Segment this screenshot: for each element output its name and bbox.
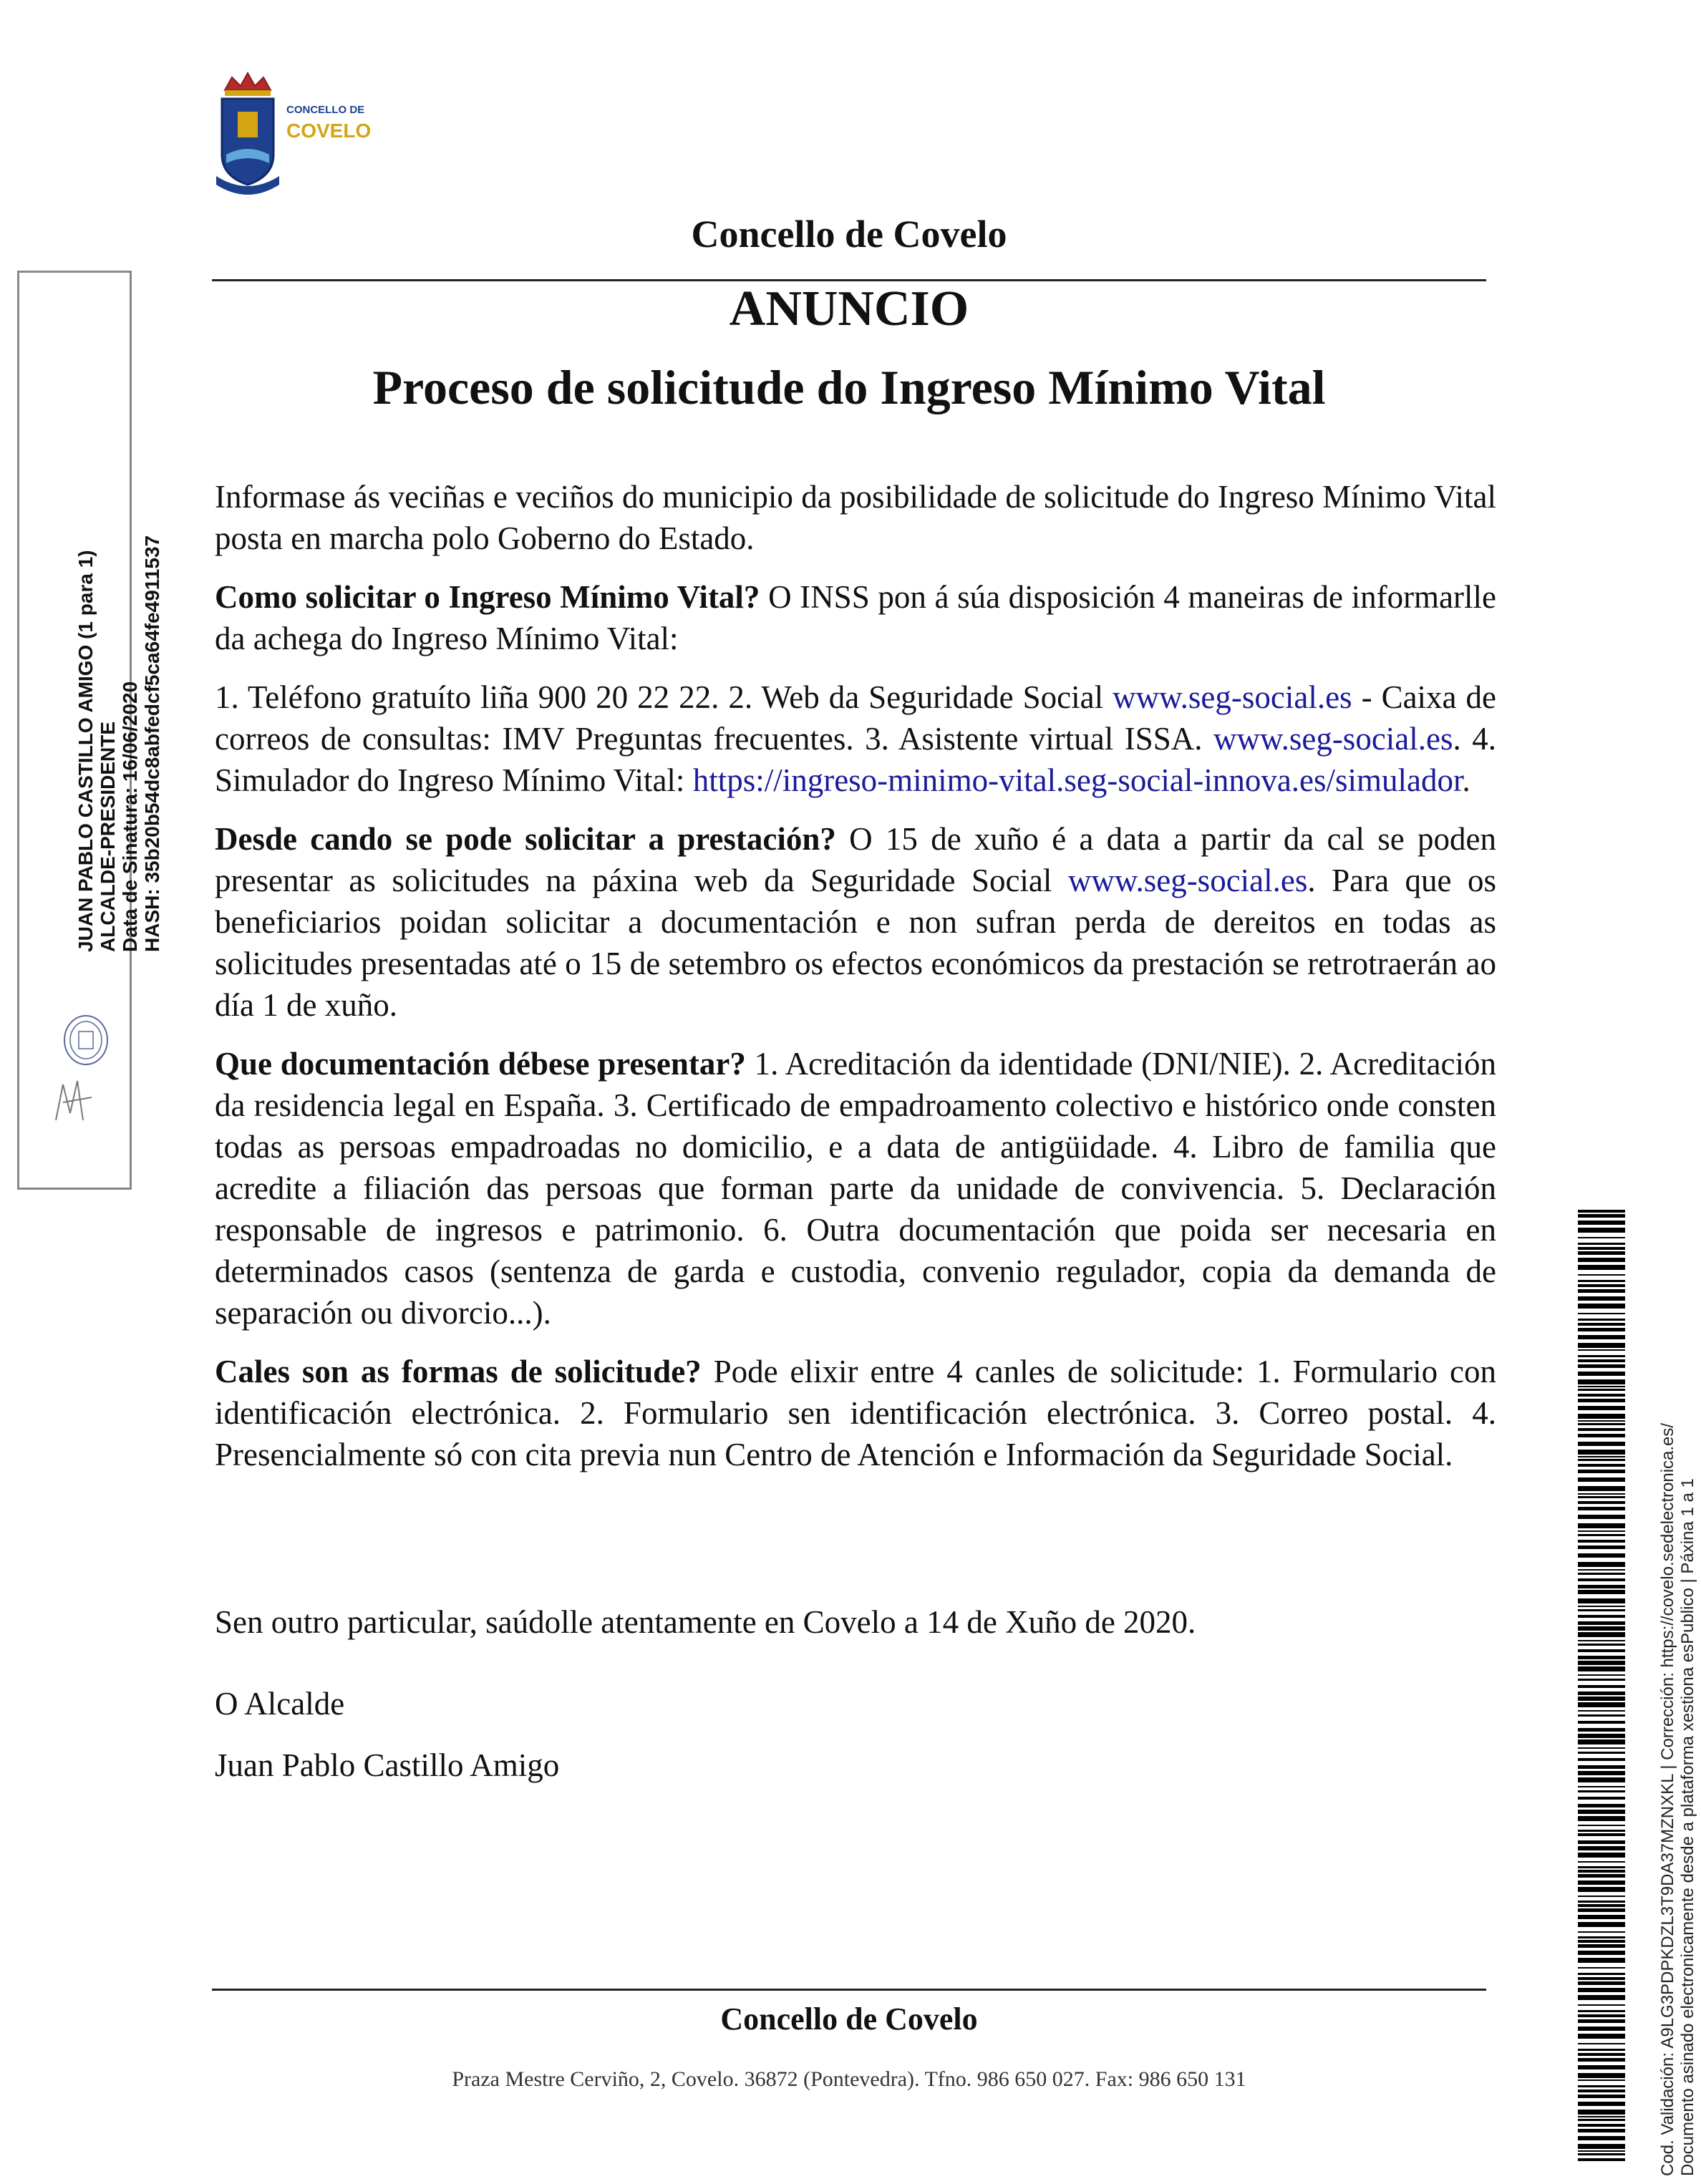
barcode-icon bbox=[1578, 1210, 1625, 2162]
barcode-bar bbox=[1578, 1728, 1625, 1732]
barcode-bar bbox=[1578, 1973, 1625, 1975]
barcode-bar bbox=[1578, 1931, 1625, 1933]
barcode-bar bbox=[1578, 1585, 1625, 1588]
barcode-bar bbox=[1578, 1702, 1625, 1707]
barcode-bar bbox=[1578, 1247, 1625, 1250]
barcode-bar bbox=[1578, 1349, 1625, 1351]
barcode-bar bbox=[1578, 1679, 1625, 1681]
list-text-3: . 4. Simulador do Ingreso Mínimo Vital: bbox=[215, 721, 1496, 798]
barcode-bar bbox=[1578, 1758, 1625, 1761]
barcode-bar bbox=[1578, 1214, 1625, 1218]
official-seal-icon bbox=[42, 1013, 113, 1127]
barcode-bar bbox=[1578, 1790, 1625, 1792]
barcode-bar bbox=[1578, 2129, 1625, 2132]
answer-desde-2: . Para que os beneficiarios poidan solicitar a documentación e non sufran perda de dereitos en todas as solicitudes presentadas até o 15 de setembro os efectos económicos da prestación se retrotraerán ao día 1 de xuño. bbox=[215, 863, 1496, 1023]
footer-divider bbox=[212, 1989, 1486, 1991]
barcode-bar bbox=[1578, 1988, 1625, 1992]
validation-text bbox=[1658, 1423, 1698, 2176]
barcode-bar bbox=[1578, 1486, 1625, 1491]
question-como: Como solicitar o Ingreso Mínimo Vital? bbox=[215, 579, 760, 615]
seg-social-link[interactable]: www.seg-social.es bbox=[1213, 721, 1453, 757]
paragraph-docs bbox=[215, 1043, 1496, 1334]
barcode-bar bbox=[1578, 1936, 1625, 1938]
document-subtitle: Proceso de solicitude do Ingreso Mínimo Vital bbox=[372, 360, 1326, 414]
answer-desde-1: O 15 de xuño é a data a partir da cal se poden presentar as solicitudes na páxina web da Seguridade Social bbox=[215, 821, 1496, 898]
concello-logo bbox=[212, 69, 378, 209]
barcode-bar bbox=[1578, 1343, 1625, 1348]
barcode-bar bbox=[1578, 1958, 1625, 1963]
barcode-bar bbox=[1578, 2144, 1625, 2149]
barcode-bar bbox=[1578, 2058, 1625, 2062]
barcode-bar bbox=[1578, 2085, 1625, 2087]
barcode-bar bbox=[1578, 2095, 1625, 2098]
barcode-bar bbox=[1578, 1626, 1625, 1631]
barcode-bar bbox=[1578, 1874, 1625, 1878]
paragraph-cales bbox=[215, 1351, 1496, 1475]
logo-line1: CONCELLO DE bbox=[286, 104, 365, 116]
barcode-bar bbox=[1578, 1995, 1625, 2000]
barcode-bar bbox=[1578, 1280, 1625, 1282]
barcode-bar bbox=[1578, 1771, 1625, 1775]
barcode-bar bbox=[1578, 2019, 1625, 2023]
barcode-bar bbox=[1578, 1464, 1625, 1467]
barcode-bar bbox=[1578, 1816, 1625, 1821]
barcode-bar bbox=[1578, 1656, 1625, 1659]
barcode-bar bbox=[1578, 1379, 1625, 1384]
barcode-bar bbox=[1578, 1940, 1625, 1943]
barcode-bar bbox=[1578, 1562, 1625, 1567]
barcode-bar bbox=[1578, 1323, 1625, 1326]
barcode-bar bbox=[1578, 2102, 1625, 2106]
list-text-2: - Caixa de correos de consultas: IMV Preguntas frecuentes. 3. Asistente virtual ISSA. bbox=[215, 679, 1496, 757]
barcode-bar bbox=[1578, 1569, 1625, 1571]
barcode-bar bbox=[1578, 1777, 1625, 1782]
barcode-bar bbox=[1578, 1284, 1625, 1287]
footer-title: Concello de Covelo bbox=[720, 2001, 978, 2037]
barcode-bar bbox=[1578, 1797, 1625, 1800]
stamp-line-4: HASH: 35b20b54dc8abfedcf5ca64fe4911537 bbox=[141, 535, 163, 952]
barcode-bar bbox=[1578, 1456, 1625, 1457]
barcode-bar bbox=[1578, 2014, 1625, 2017]
barcode-bar bbox=[1578, 1896, 1625, 1897]
barcode-bar bbox=[1578, 1553, 1625, 1558]
barcode-bar bbox=[1578, 1420, 1625, 1422]
barcode-bar bbox=[1578, 2090, 1625, 2092]
barcode-bar bbox=[1578, 1289, 1625, 1293]
signature-stamp-text bbox=[74, 535, 163, 952]
footer-address: Praza Mestre Cerviño, 2, Covelo. 36872 (Pontevedra). Tfno. 986 650 027. Fax: 986 650 131 bbox=[452, 2067, 1246, 2091]
barcode-bar bbox=[1578, 2027, 1625, 2031]
document-heading: ANUNCIO bbox=[729, 281, 969, 336]
signer-role: O Alcalde bbox=[215, 1686, 345, 1722]
barcode-bar bbox=[1578, 1598, 1625, 1603]
barcode-bar bbox=[1578, 1313, 1625, 1314]
question-docs: Que documentación débese presentar? bbox=[215, 1046, 746, 1082]
logo-line2: COVELO bbox=[286, 120, 372, 142]
answer-como: O INSS pon á súa disposición 4 maneiras de informarlle da achega do Ingreso Mínimo Vital: bbox=[215, 579, 1496, 656]
barcode-bar bbox=[1578, 1450, 1625, 1455]
answer-docs: 1. Acreditación da identidade (DNI/NIE). 2. Acreditación da residencia legal en España. 3. Certificado de empadroamento colectivo e histórico onde consten todas as persoas empadroadas no domicilio, e a data de antigüidade. 4. Libro de familia que acredite a filiación das persoas que forman parte da unidade de convivencia. 5. Declaración responsable de ingresos e patrimonio. 6. Outra documentación que poida ser necesaria en determinados casos (sentenza de garda e custodia, convenio regulador, copia da demanda de separación ou divorcio...). bbox=[215, 1046, 1496, 1331]
barcode-bar bbox=[1578, 1296, 1625, 1301]
barcode-bar bbox=[1578, 1423, 1625, 1425]
barcode-bar bbox=[1578, 2034, 1625, 2039]
barcode-bar bbox=[1578, 1734, 1625, 1738]
barcode-bar bbox=[1578, 1210, 1625, 1213]
barcode-bar bbox=[1578, 1590, 1625, 1594]
barcode-bar bbox=[1578, 2010, 1625, 2012]
barcode-bar bbox=[1578, 1442, 1625, 1446]
barcode-bar bbox=[1578, 1274, 1625, 1276]
barcode-bar bbox=[1578, 1228, 1625, 1233]
barcode-bar bbox=[1578, 2110, 1625, 2115]
validation-line-1: Cod. Validación: A9LG3PDPKDZL3T9DA37MZNXKL | Corrección: https://covelo.sedelectronica.es/ bbox=[1658, 1422, 1677, 2176]
barcode-bar bbox=[1578, 1394, 1625, 1397]
barcode-bar bbox=[1578, 2043, 1625, 2044]
signer-name: Juan Pablo Castillo Amigo bbox=[215, 1747, 560, 1783]
barcode-bar bbox=[1578, 1578, 1625, 1581]
barcode-bar bbox=[1578, 1319, 1625, 1321]
list-text-4: . bbox=[1462, 762, 1470, 798]
barcode-bar bbox=[1578, 1666, 1625, 1671]
simulador-link[interactable]: https://ingreso-minimo-vital.seg-social-innova.es/simulador bbox=[692, 762, 1463, 798]
barcode-bar bbox=[1578, 1853, 1625, 1858]
barcode-bar bbox=[1578, 1359, 1625, 1362]
barcode-bar bbox=[1578, 1692, 1625, 1695]
barcode-bar bbox=[1578, 1523, 1625, 1528]
barcode-bar bbox=[1578, 1328, 1625, 1331]
barcode-bar bbox=[1578, 1861, 1625, 1863]
barcode-bar bbox=[1578, 1534, 1625, 1536]
paragraph-desde bbox=[215, 818, 1496, 1026]
barcode-bar bbox=[1578, 1721, 1625, 1724]
barcode-bar bbox=[1578, 2150, 1625, 2152]
barcode-bar bbox=[1578, 1265, 1625, 1270]
barcode-bar bbox=[1578, 1237, 1625, 1238]
barcode-bar bbox=[1578, 2079, 1625, 2081]
coat-of-arms-icon bbox=[212, 69, 378, 209]
barcode-bar bbox=[1578, 2158, 1625, 2161]
barcode-bar bbox=[1578, 1685, 1625, 1688]
barcode-bar bbox=[1578, 1399, 1625, 1402]
barcode-bar bbox=[1578, 1697, 1625, 1701]
barcode-bar bbox=[1578, 1545, 1625, 1549]
barcode-bar bbox=[1578, 1951, 1625, 1955]
closing-line: Sen outro particular, saúdolle atentamente en Covelo a 14 de Xuño de 2020. bbox=[215, 1604, 1196, 1640]
barcode-bar bbox=[1578, 1304, 1625, 1309]
barcode-bar bbox=[1578, 1880, 1625, 1885]
stamp-line-1: JUAN PABLO CASTILLO AMIGO (1 para 1) bbox=[74, 550, 97, 952]
barcode-bar bbox=[1578, 1573, 1625, 1575]
answer-cales: Pode elixir entre 4 canles de solicitude: 1. Formulario con identificación electrónica. 2. Formulario sen identificación electrónica. 3. Correo postal. 4. Presencialmente só con cita previa nun Centro de Atención e Información da Seguridade Social. bbox=[215, 1354, 1496, 1472]
barcode-bar bbox=[1578, 2119, 1625, 2121]
barcode-bar bbox=[1578, 1825, 1625, 1826]
barcode-bar bbox=[1578, 1747, 1625, 1749]
barcode-bar bbox=[1578, 1846, 1625, 1850]
barcode-bar bbox=[1578, 2124, 1625, 2127]
barcode-bar bbox=[1578, 2136, 1625, 2140]
barcode-bar bbox=[1578, 1922, 1625, 1927]
barcode-bar bbox=[1578, 1866, 1625, 1868]
barcode-bar bbox=[1578, 1258, 1625, 1262]
barcode-bar bbox=[1578, 1765, 1625, 1769]
barcode-bar bbox=[1578, 1496, 1625, 1498]
barcode-bar bbox=[1578, 1501, 1625, 1504]
document-body bbox=[215, 476, 1496, 1493]
barcode-bar bbox=[1578, 2153, 1625, 2155]
barcode-bar bbox=[1578, 2116, 1625, 2117]
barcode-bar bbox=[1578, 1364, 1625, 1368]
barcode-bar bbox=[1578, 2053, 1625, 2056]
barcode-bar bbox=[1578, 1944, 1625, 1948]
seg-social-link[interactable]: www.seg-social.es bbox=[1113, 679, 1352, 715]
barcode-bar bbox=[1578, 1714, 1625, 1717]
barcode-bar bbox=[1578, 1632, 1625, 1637]
question-cales: Cales son as formas de solicitude? bbox=[215, 1354, 702, 1389]
barcode-bar bbox=[1578, 1981, 1625, 1985]
barcode-bar bbox=[1578, 2073, 1625, 2078]
barcode-bar bbox=[1578, 1967, 1625, 1969]
barcode-bar bbox=[1578, 1915, 1625, 1919]
paragraph-list bbox=[215, 676, 1496, 801]
barcode-bar bbox=[1578, 2049, 1625, 2051]
list-text-1: 1. Teléfono gratuíto liña 900 20 22 22. 2. Web da Seguridade Social bbox=[215, 679, 1113, 715]
barcode-bar bbox=[1578, 1220, 1625, 1225]
barcode-bar bbox=[1578, 1887, 1625, 1892]
barcode-bar bbox=[1578, 1414, 1625, 1419]
barcode-bar bbox=[1578, 1674, 1625, 1676]
barcode-bar bbox=[1578, 1840, 1625, 1844]
paragraph-como bbox=[215, 576, 1496, 659]
barcode-bar bbox=[1578, 1752, 1625, 1754]
barcode-bar bbox=[1578, 1243, 1625, 1245]
stamp-line-3: Data de Sinatura: 16/06/2020 bbox=[119, 681, 141, 952]
barcode-bar bbox=[1578, 1901, 1625, 1903]
barcode-bar bbox=[1578, 1644, 1625, 1646]
barcode-bar bbox=[1578, 1386, 1625, 1387]
barcode-bar bbox=[1578, 1530, 1625, 1532]
barcode-bar bbox=[1578, 1372, 1625, 1376]
barcode-bar bbox=[1578, 1470, 1625, 1473]
barcode-bar bbox=[1578, 1870, 1625, 1873]
header-title: Concello de Covelo bbox=[691, 213, 1007, 256]
barcode-bar bbox=[1578, 1804, 1625, 1807]
barcode-bar bbox=[1578, 1908, 1625, 1912]
barcode-bar bbox=[1578, 1977, 1625, 1980]
barcode-bar bbox=[1578, 1710, 1625, 1712]
barcode-bar bbox=[1578, 1540, 1625, 1543]
barcode-bar bbox=[1578, 1459, 1625, 1461]
barcode-bar bbox=[1578, 1389, 1625, 1391]
barcode-bar bbox=[1578, 1609, 1625, 1611]
barcode-bar bbox=[1578, 1833, 1625, 1836]
barcode-bar bbox=[1578, 1477, 1625, 1482]
barcode-bar bbox=[1578, 1786, 1625, 1787]
barcode-bar bbox=[1578, 1904, 1625, 1907]
barcode-bar bbox=[1578, 1649, 1625, 1652]
barcode-bar bbox=[1578, 1515, 1625, 1519]
barcode-bar bbox=[1578, 1493, 1625, 1495]
barcode-bar bbox=[1578, 1615, 1625, 1618]
paragraph-intro: Informase ás veciñas e veciños do municipio da posibilidade de solicitude do Ingreso Mínimo Vital posta en marcha polo Goberno do Estado. bbox=[215, 479, 1496, 556]
barcode-bar bbox=[1578, 2004, 1625, 2006]
barcode-bar bbox=[1578, 1640, 1625, 1641]
barcode-bar bbox=[1578, 1810, 1625, 1814]
barcode-bar bbox=[1578, 1335, 1625, 1339]
barcode-bar bbox=[1578, 1621, 1625, 1625]
seg-social-link[interactable]: www.seg-social.es bbox=[1067, 863, 1308, 898]
barcode-bar bbox=[1578, 1739, 1625, 1744]
validation-line-2: Documento asinado electronicamente desde a plataforma xestiona esPublico | Páxina 1 a 1 bbox=[1678, 1478, 1697, 2176]
barcode-bar bbox=[1578, 1661, 1625, 1665]
barcode-bar bbox=[1578, 1434, 1625, 1437]
barcode-bar bbox=[1578, 2065, 1625, 2069]
barcode-bar bbox=[1578, 1406, 1625, 1410]
barcode-bar bbox=[1578, 1507, 1625, 1510]
barcode-bar bbox=[1578, 1830, 1625, 1832]
barcode-bar bbox=[1578, 1355, 1625, 1357]
barcode-bar bbox=[1578, 1606, 1625, 1607]
barcode-bar bbox=[1578, 1428, 1625, 1431]
barcode-bar bbox=[1578, 1251, 1625, 1255]
stamp-line-2: ALCALDE-PRESIDENTE bbox=[97, 721, 119, 952]
question-desde: Desde cando se pode solicitar a prestación? bbox=[215, 821, 836, 857]
